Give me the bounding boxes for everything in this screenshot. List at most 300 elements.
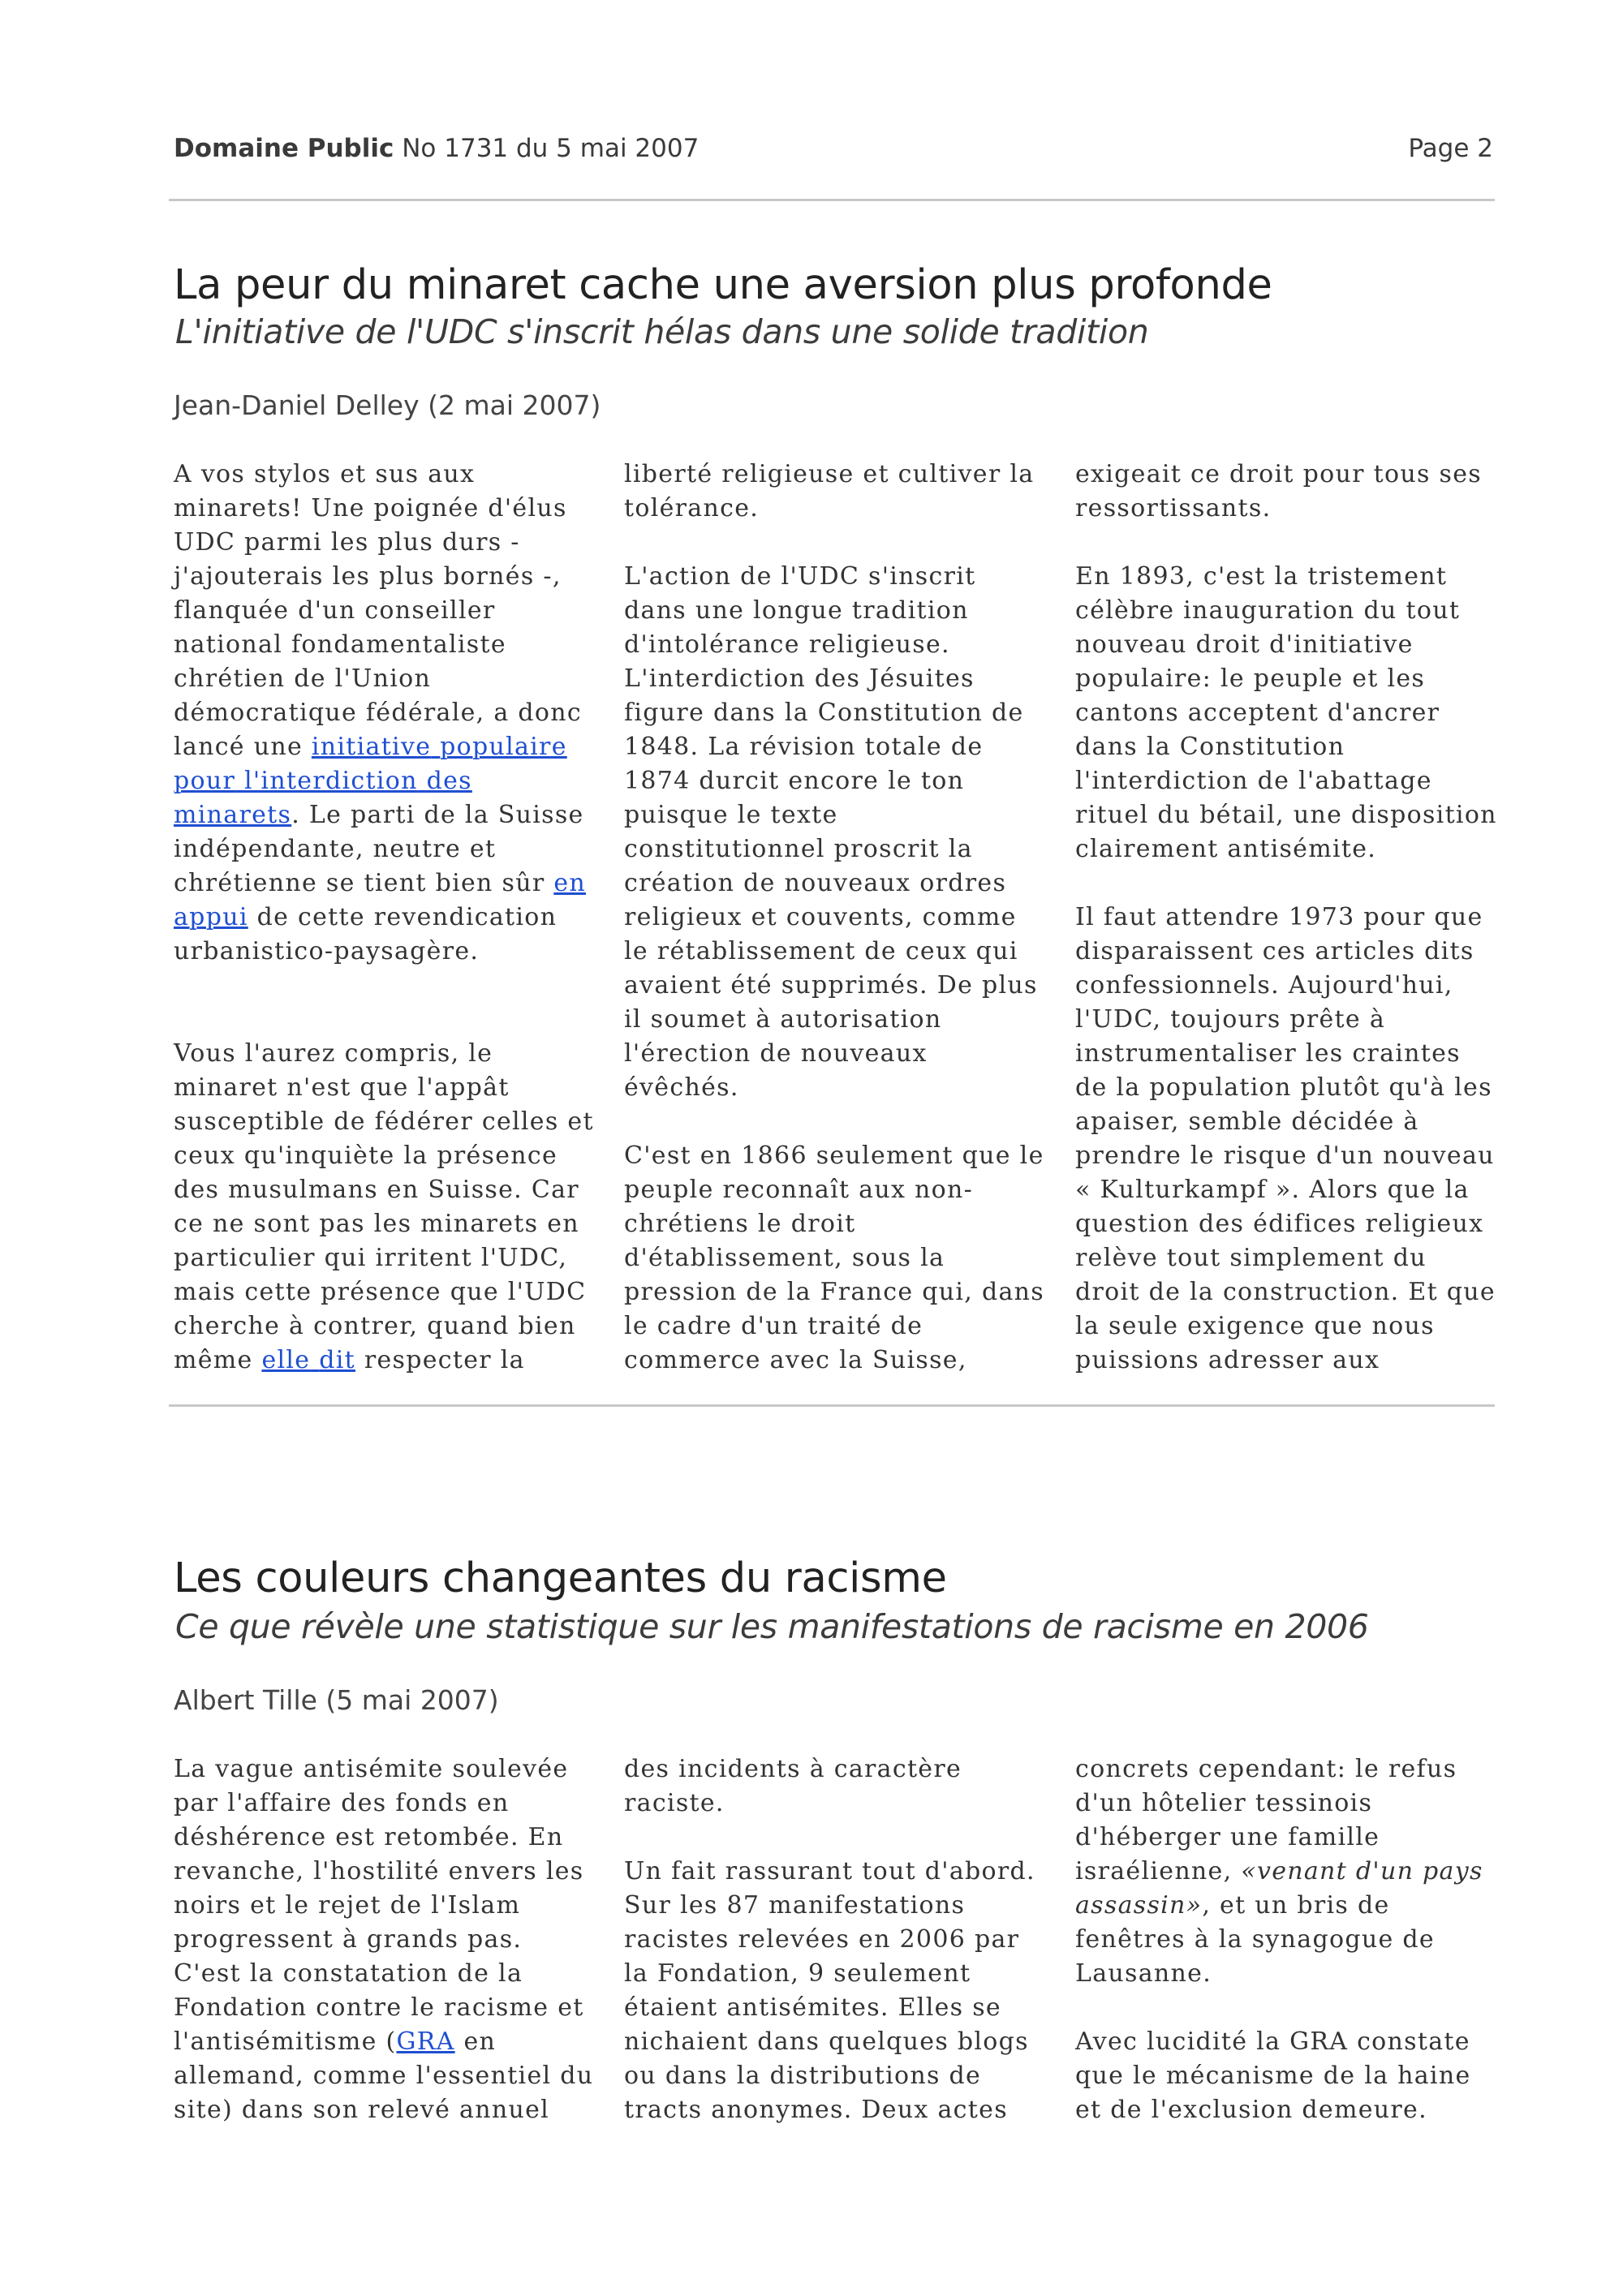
text-run: de <box>334 1107 366 1136</box>
text-run <box>1100 1312 1109 1340</box>
gra-link[interactable]: GRA <box>396 2027 455 2056</box>
text-run <box>1210 1925 1219 1954</box>
text-run <box>441 1278 450 1306</box>
text-run: commerce <box>624 1346 761 1374</box>
text-run <box>449 1959 458 1988</box>
text-run: La <box>174 1755 207 1783</box>
text-run <box>882 1312 891 1340</box>
text-run: dans <box>1075 733 1139 761</box>
text-run: totale <box>864 733 942 761</box>
text-run: du <box>1157 801 1191 829</box>
text-run <box>489 801 498 829</box>
article-divider <box>169 1404 1495 1407</box>
text-run <box>718 1891 727 1920</box>
elle-dit-link[interactable] <box>310 1346 319 1374</box>
text-run <box>1186 1925 1195 1954</box>
text-run: d'un <box>298 596 356 625</box>
text-run: la <box>948 835 973 863</box>
text-run <box>342 801 351 829</box>
text-run: neutre <box>372 835 462 863</box>
text-run: une <box>1293 801 1343 829</box>
text-run: la <box>1075 1312 1100 1340</box>
text-run: l'appât <box>417 1073 510 1102</box>
text-run: semble <box>1188 1107 1283 1136</box>
text-run: et <box>1075 2096 1102 2124</box>
text-run: cadre <box>657 1312 733 1340</box>
text-run: d'un <box>1075 1789 1134 1817</box>
text-run <box>760 1891 768 1920</box>
text-run <box>538 1210 547 1238</box>
text-run <box>1124 2062 1133 2090</box>
initiative-link[interactable] <box>235 767 244 795</box>
text-run: que <box>1387 1176 1436 1204</box>
text-run <box>461 835 470 863</box>
text-run <box>489 1959 498 1988</box>
text-run <box>1292 1073 1301 1102</box>
initiative-link[interactable]: pour <box>174 767 236 795</box>
text-run <box>1280 903 1289 931</box>
text-run: pas. <box>467 1925 523 1954</box>
text-run <box>1348 2027 1357 2056</box>
text-run: texte <box>770 801 838 829</box>
text-run <box>1355 903 1364 931</box>
text-run <box>743 903 751 931</box>
issue-info: No 1731 du 5 mai 2007 <box>402 134 700 163</box>
text-run: manifestations <box>768 1891 966 1920</box>
text-run <box>824 1959 833 1988</box>
text-run <box>245 1210 254 1238</box>
text-run: une <box>695 596 745 625</box>
text-run: La <box>708 733 741 761</box>
text-run: seulement <box>833 1959 971 1988</box>
text-run <box>519 1823 528 1851</box>
text-run <box>741 733 750 761</box>
text-run: retombée. <box>384 1823 519 1851</box>
text-run <box>359 2096 368 2124</box>
text-run <box>206 1755 215 1783</box>
text-run: 1973 <box>1288 903 1355 931</box>
text-run <box>801 1755 810 1783</box>
text-run: tout <box>1406 596 1461 625</box>
text-run <box>295 1755 304 1783</box>
article-1-column-3 <box>1075 458 1497 1378</box>
elle-dit-link[interactable]: elle <box>261 1346 311 1374</box>
text-run: Suisse <box>497 801 584 829</box>
text-run <box>1281 2027 1289 2056</box>
text-run: dans <box>981 1278 1044 1306</box>
text-run <box>326 1823 335 1851</box>
text-run <box>304 2096 313 2124</box>
text-run <box>942 733 951 761</box>
text-run <box>1214 1278 1223 1306</box>
text-run: ressortissants. <box>1075 494 1272 522</box>
text-run <box>435 562 444 591</box>
initiative-link[interactable]: initiative <box>311 733 432 761</box>
text-run <box>1299 562 1308 591</box>
text-run: 87 <box>726 1891 760 1920</box>
text-run: droit <box>1195 630 1261 659</box>
text-run <box>1101 2096 1110 2124</box>
text-run <box>468 1789 477 1817</box>
text-run: étaient <box>624 1993 718 2022</box>
text-run: de <box>760 1039 792 1068</box>
text-run <box>699 733 708 761</box>
article-2-title: Les couleurs changeantes du racisme <box>174 1554 947 1602</box>
text-run: quand <box>427 1312 510 1340</box>
text-run <box>415 801 424 829</box>
article-1-column-2 <box>624 458 1046 1378</box>
text-run: la <box>464 801 489 829</box>
text-run <box>642 1005 651 1034</box>
text-run <box>357 699 366 727</box>
text-run <box>289 596 298 625</box>
text-run: musulmans <box>228 1176 378 1204</box>
text-run: C'est <box>174 1959 241 1988</box>
text-run: Le <box>308 801 342 829</box>
text-run <box>1190 1210 1199 1238</box>
text-run: le <box>757 1210 782 1238</box>
text-run: et <box>469 835 497 863</box>
text-run <box>523 1176 532 1204</box>
text-run: Une <box>311 494 365 522</box>
text-run: 2006 <box>899 1925 966 1954</box>
text-run: Et <box>1408 1278 1438 1306</box>
text-run: raciste. <box>624 1789 725 1817</box>
text-run: durs <box>441 528 502 557</box>
text-run <box>1178 1312 1187 1340</box>
text-run <box>370 562 379 591</box>
text-run: Il <box>1075 903 1096 931</box>
paragraph <box>624 1139 1046 1378</box>
text-run <box>1161 1005 1170 1034</box>
text-run: des <box>624 1755 670 1783</box>
text-run <box>274 1959 283 1988</box>
text-run <box>1300 1176 1309 1204</box>
text-run <box>1158 1244 1167 1272</box>
text-run <box>850 1925 859 1954</box>
text-run <box>1306 1312 1315 1340</box>
text-run: dans <box>624 596 687 625</box>
text-run <box>762 801 771 829</box>
text-run <box>843 1244 852 1272</box>
text-run: « <box>1075 1176 1091 1204</box>
text-run <box>773 971 781 1000</box>
text-run <box>458 1925 467 1954</box>
text-run <box>395 1142 404 1170</box>
text-run <box>914 903 923 931</box>
text-run: de <box>864 937 897 965</box>
text-run: celles <box>481 1107 559 1136</box>
article-2-column-2 <box>624 1752 1046 2127</box>
text-run <box>418 1312 427 1340</box>
text-run <box>1324 1346 1332 1374</box>
text-run: peuple <box>1253 664 1344 693</box>
text-run <box>850 1176 859 1204</box>
text-run: exigence <box>1187 1312 1306 1340</box>
text-run <box>973 971 982 1000</box>
text-run: le <box>468 1039 493 1068</box>
text-run <box>800 630 809 659</box>
text-run <box>1355 2062 1364 2090</box>
text-run: Suisse, <box>872 1346 967 1374</box>
text-run: prête <box>1289 1005 1361 1034</box>
quote-text: pays <box>1423 1857 1483 1885</box>
text-run: célèbre <box>1075 596 1175 625</box>
text-run: le <box>285 1891 310 1920</box>
text-run: ( <box>385 2027 397 2056</box>
text-run: et <box>340 460 367 488</box>
text-run <box>879 767 888 795</box>
text-run: lancé <box>174 733 245 761</box>
text-run: les <box>1387 664 1426 693</box>
text-run: caractère <box>833 1755 962 1783</box>
text-run: relevé <box>368 2096 451 2124</box>
text-run: Fondation, <box>657 1959 800 1988</box>
text-run <box>912 767 921 795</box>
text-run <box>435 1993 444 2022</box>
text-run <box>983 699 992 727</box>
text-run <box>1279 1823 1288 1851</box>
text-run: cherche <box>174 1312 281 1340</box>
text-run: c'est <box>1203 562 1266 591</box>
text-run: concrets <box>1075 1755 1190 1783</box>
text-run: l'hostilité <box>313 1857 440 1885</box>
text-run <box>1171 733 1180 761</box>
text-run <box>1294 2096 1302 2124</box>
initiative-link[interactable]: minarets <box>174 801 292 829</box>
text-run: de <box>1148 1278 1182 1306</box>
text-run: la <box>1218 1925 1243 1954</box>
text-run: contre <box>316 1993 403 2022</box>
quote-text <box>1347 1857 1356 1885</box>
text-run: population <box>1149 1073 1292 1102</box>
text-run <box>843 596 852 625</box>
paragraph <box>1075 901 1497 1378</box>
text-run: revendication <box>373 903 558 931</box>
text-run: ce <box>174 1210 204 1238</box>
text-run <box>830 1346 839 1374</box>
text-run <box>1246 1891 1255 1920</box>
text-run <box>241 1891 250 1920</box>
text-run <box>433 528 442 557</box>
text-run: des <box>174 1176 220 1204</box>
text-run: prendre <box>1075 1142 1182 1170</box>
text-run: tient <box>364 869 427 897</box>
text-run: progressent <box>174 1925 334 1954</box>
text-run <box>1221 1823 1230 1851</box>
text-run: non-chrétiens <box>624 1176 974 1238</box>
text-run: l'UDC <box>507 1278 587 1306</box>
text-run: famille <box>1288 1823 1380 1851</box>
text-run: j'ajouterais <box>174 562 324 591</box>
text-run: des <box>341 1789 387 1817</box>
text-run <box>278 1073 287 1102</box>
text-run: soulevée <box>452 1755 569 1783</box>
text-run <box>535 562 544 591</box>
text-run <box>1179 699 1188 727</box>
text-run <box>1260 630 1269 659</box>
text-run <box>1211 1891 1220 1920</box>
text-run <box>1195 562 1203 591</box>
text-run <box>537 1857 546 1885</box>
text-run: se <box>325 869 355 897</box>
text-run: bien <box>435 869 493 897</box>
text-run <box>859 562 868 591</box>
text-run <box>219 1176 228 1204</box>
text-run: nouveau <box>1075 630 1187 659</box>
text-run: distributions <box>769 2062 941 2090</box>
text-run: aux <box>428 460 476 488</box>
text-run: confessionnels. <box>1075 971 1280 1000</box>
text-run <box>669 1755 678 1783</box>
text-run <box>916 1857 925 1885</box>
text-run: le <box>624 937 648 965</box>
en-appui-link[interactable]: appui <box>174 903 248 931</box>
text-run: la <box>1190 1278 1215 1306</box>
text-run: toujours <box>1170 1005 1281 1034</box>
text-run: et <box>751 903 778 931</box>
paragraph <box>1075 458 1497 526</box>
paragraph <box>1075 1752 1497 1991</box>
en-appui-link[interactable]: en <box>553 869 587 897</box>
text-run: tessinois <box>1255 1789 1373 1817</box>
text-run <box>1190 1755 1199 1783</box>
text-run: susceptible <box>174 1107 325 1136</box>
text-run <box>245 460 254 488</box>
text-run: de <box>743 869 776 897</box>
text-run: la <box>786 1278 812 1306</box>
text-run <box>1415 937 1424 965</box>
text-run: droit <box>790 1210 856 1238</box>
text-run: plus <box>377 528 434 557</box>
text-run <box>1180 1107 1189 1136</box>
text-run <box>387 1789 396 1817</box>
text-run: En <box>1075 562 1111 591</box>
text-run <box>492 1346 501 1374</box>
text-run: Lausanne. <box>1075 1959 1212 1988</box>
initiative-link[interactable] <box>418 767 427 795</box>
text-run <box>1091 1176 1100 1204</box>
text-run <box>954 1142 962 1170</box>
text-run: disparaissent <box>1075 937 1254 965</box>
text-run: incidents <box>678 1755 801 1783</box>
text-run <box>1215 1142 1224 1170</box>
text-run: même <box>174 1346 253 1374</box>
text-run <box>289 903 298 931</box>
text-run: question <box>1075 1210 1190 1238</box>
text-run: donc <box>518 699 582 727</box>
text-run: les <box>679 1891 718 1920</box>
text-run: la <box>1364 2062 1389 2090</box>
text-run: de <box>457 1959 490 1988</box>
text-run: que <box>1075 2062 1125 2090</box>
text-run <box>1397 596 1406 625</box>
text-run <box>973 1278 982 1306</box>
text-run: de <box>890 1312 923 1340</box>
text-run: noirs <box>174 1891 242 1920</box>
text-run: le <box>1019 1142 1044 1170</box>
text-run: 1848. <box>624 733 700 761</box>
text-run <box>549 1993 558 2022</box>
text-run: ordres <box>919 869 1007 897</box>
text-run <box>731 562 740 591</box>
article-2-column-3 <box>1075 1752 1497 2127</box>
text-run <box>687 596 695 625</box>
text-run: Un <box>624 1857 663 1885</box>
text-run: de <box>256 903 290 931</box>
text-run <box>1138 2027 1147 2056</box>
initiative-link[interactable]: des <box>426 767 472 795</box>
text-run: avec <box>769 1346 831 1374</box>
text-run: ce <box>1190 460 1221 488</box>
text-run: inauguration <box>1183 596 1355 625</box>
text-run <box>440 1857 449 1885</box>
text-run <box>455 2027 464 2056</box>
text-run <box>1266 562 1275 591</box>
text-run: proscrit <box>833 835 940 863</box>
text-run <box>777 903 786 931</box>
text-run: seulement <box>816 1142 954 1170</box>
article-2-subtitle: Ce que révèle une statistique sur les manifestations de racisme en 2006 <box>175 1607 1369 1646</box>
text-run: nouveaux <box>784 869 911 897</box>
text-run <box>450 2096 459 2124</box>
text-run: soumet <box>650 1005 747 1034</box>
text-run: un <box>1255 1891 1289 1920</box>
text-run: minarets! <box>174 494 303 522</box>
text-run <box>510 1312 519 1340</box>
text-run <box>280 1312 289 1340</box>
text-run: les <box>373 1210 412 1238</box>
text-run <box>300 801 309 829</box>
text-run <box>375 1823 384 1851</box>
text-run: à <box>289 1312 305 1340</box>
text-run: à <box>1403 1107 1419 1136</box>
initiative-link[interactable]: populaire <box>440 733 567 761</box>
text-run: le <box>1133 2062 1157 2090</box>
text-run <box>459 1039 468 1068</box>
text-run: bien <box>518 1312 576 1340</box>
text-run: de <box>740 562 773 591</box>
text-run <box>1143 2096 1152 2124</box>
text-run <box>1400 1278 1409 1306</box>
text-run <box>761 2062 770 2090</box>
text-run <box>853 2096 862 2124</box>
text-run <box>712 460 721 488</box>
text-run: l'antisémitisme <box>174 2027 377 2056</box>
text-run: la <box>500 1346 525 1374</box>
text-run: parti <box>351 801 415 829</box>
initiative-link[interactable] <box>431 733 440 761</box>
text-run: cette <box>297 903 365 931</box>
text-run: mais <box>174 1278 236 1306</box>
text-run: 9 <box>808 1959 825 1988</box>
text-run <box>1294 460 1303 488</box>
text-run: et <box>567 1107 594 1136</box>
initiative-link[interactable]: l'interdiction <box>243 767 418 795</box>
text-run: dans <box>757 2027 820 2056</box>
text-run: la <box>920 1244 945 1272</box>
text-run <box>1388 2062 1397 2090</box>
text-run: la <box>498 1959 523 1988</box>
text-run: chrétien <box>174 664 286 693</box>
text-run <box>236 1039 245 1068</box>
text-run <box>276 1891 285 1920</box>
elle-dit-link[interactable]: dit <box>319 1346 355 1374</box>
text-run: conseiller <box>364 596 496 625</box>
text-run <box>949 2027 958 2056</box>
text-run: blogs <box>957 2027 1029 2056</box>
text-run: liberté <box>624 460 713 488</box>
